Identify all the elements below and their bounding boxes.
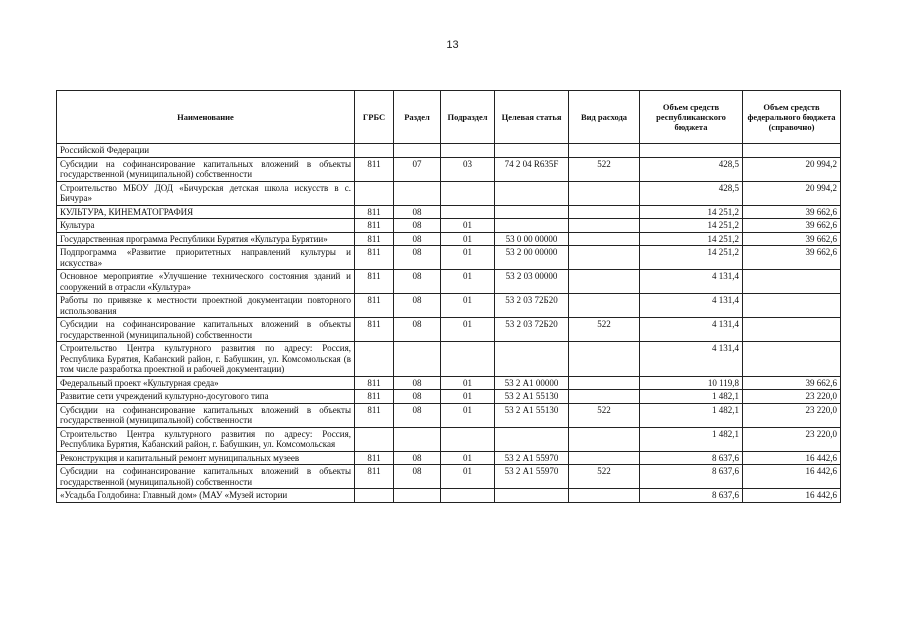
table-row <box>57 232 841 246</box>
header-expense-type: Вид расхода <box>569 91 640 144</box>
cell-name: Федеральный проект «Культурная среда» <box>57 376 355 390</box>
cell-grbs <box>355 489 394 503</box>
cell-name: Российской Федерации <box>57 144 355 158</box>
cell-expense-type <box>569 376 640 390</box>
cell-razdel <box>394 181 441 205</box>
table-row <box>57 427 841 451</box>
cell-grbs: 811 <box>355 157 394 181</box>
table-row <box>57 465 841 489</box>
table-header-row <box>57 91 841 144</box>
cell-grbs: 811 <box>355 451 394 465</box>
cell-expense-type <box>569 294 640 318</box>
cell-expense-type <box>569 219 640 233</box>
cell-federal-budget <box>743 144 841 158</box>
cell-target-article: 53 2 А1 55970 <box>495 465 569 489</box>
cell-podrazdel: 01 <box>441 270 495 294</box>
cell-target-article: 53 2 00 00000 <box>495 246 569 270</box>
cell-republic-budget: 4 131,4 <box>640 318 743 342</box>
cell-podrazdel: 01 <box>441 376 495 390</box>
cell-grbs <box>355 144 394 158</box>
header-podrazdel: Подраздел <box>441 91 495 144</box>
cell-federal-budget: 23 220,0 <box>743 427 841 451</box>
cell-grbs: 811 <box>355 246 394 270</box>
cell-federal-budget: 20 994,2 <box>743 157 841 181</box>
cell-grbs: 811 <box>355 390 394 404</box>
cell-republic-budget: 8 637,6 <box>640 465 743 489</box>
cell-podrazdel <box>441 181 495 205</box>
cell-podrazdel <box>441 144 495 158</box>
cell-podrazdel: 01 <box>441 318 495 342</box>
cell-podrazdel: 01 <box>441 403 495 427</box>
cell-razdel: 08 <box>394 232 441 246</box>
cell-target-article <box>495 489 569 503</box>
cell-grbs: 811 <box>355 465 394 489</box>
cell-expense-type <box>569 144 640 158</box>
cell-grbs: 811 <box>355 318 394 342</box>
cell-federal-budget: 39 662,6 <box>743 219 841 233</box>
cell-target-article <box>495 342 569 377</box>
cell-federal-budget <box>743 294 841 318</box>
cell-expense-type: 522 <box>569 465 640 489</box>
table-row <box>57 181 841 205</box>
cell-republic-budget: 8 637,6 <box>640 489 743 503</box>
cell-grbs <box>355 342 394 377</box>
cell-expense-type <box>569 451 640 465</box>
cell-razdel: 08 <box>394 376 441 390</box>
cell-federal-budget <box>743 270 841 294</box>
cell-razdel: 08 <box>394 318 441 342</box>
table-row <box>57 342 841 377</box>
cell-razdel <box>394 489 441 503</box>
cell-grbs <box>355 181 394 205</box>
cell-grbs: 811 <box>355 294 394 318</box>
header-target-article: Целевая статья <box>495 91 569 144</box>
cell-razdel: 08 <box>394 294 441 318</box>
cell-name: Субсидии на софинансирование капитальных вложений в объекты государственной (муниципальной) собственности <box>57 157 355 181</box>
table-row <box>57 318 841 342</box>
cell-name: Работы по привязке к местности проектной документации повторного использования <box>57 294 355 318</box>
cell-target-article <box>495 181 569 205</box>
cell-expense-type <box>569 270 640 294</box>
cell-federal-budget: 39 662,6 <box>743 376 841 390</box>
table-row <box>57 294 841 318</box>
cell-target-article <box>495 144 569 158</box>
cell-razdel <box>394 342 441 377</box>
header-name: Наименование <box>57 91 355 144</box>
cell-grbs: 811 <box>355 376 394 390</box>
cell-podrazdel: 01 <box>441 390 495 404</box>
cell-razdel: 08 <box>394 270 441 294</box>
table-row <box>57 376 841 390</box>
cell-grbs: 811 <box>355 205 394 219</box>
cell-razdel: 08 <box>394 403 441 427</box>
cell-target-article: 53 2 03 72Б20 <box>495 294 569 318</box>
cell-expense-type <box>569 489 640 503</box>
cell-podrazdel: 01 <box>441 465 495 489</box>
page-number: 13 <box>446 39 459 51</box>
cell-expense-type <box>569 390 640 404</box>
cell-target-article <box>495 427 569 451</box>
cell-name: Строительство Центра культурного развития по адресу: Россия, Республика Бурятия, Кабанский район, г. Бабушкин, ул. Комсомольская (в том числе разработка проектной и рабочей документации) <box>57 342 355 377</box>
cell-podrazdel: 01 <box>441 219 495 233</box>
cell-name: Развитие сети учреждений культурно-досугового типа <box>57 390 355 404</box>
header-republic-budget: Объем средств республиканского бюджета <box>640 91 743 144</box>
cell-name: Субсидии на софинансирование капитальных вложений в объекты государственной (муниципальной) собственности <box>57 318 355 342</box>
cell-republic-budget: 10 119,8 <box>640 376 743 390</box>
cell-expense-type: 522 <box>569 157 640 181</box>
cell-republic-budget: 4 131,4 <box>640 270 743 294</box>
cell-expense-type <box>569 246 640 270</box>
cell-name: Строительство Центра культурного развития по адресу: Россия, Республика Бурятия, Кабанский район, г. Бабушкин, ул. Комсомольская <box>57 427 355 451</box>
cell-podrazdel: 03 <box>441 157 495 181</box>
cell-name: «Усадьба Голдобина: Главный дом» (МАУ «Музей истории <box>57 489 355 503</box>
cell-federal-budget: 16 442,6 <box>743 451 841 465</box>
cell-target-article: 53 2 03 72Б20 <box>495 318 569 342</box>
cell-razdel: 07 <box>394 157 441 181</box>
cell-razdel: 08 <box>394 390 441 404</box>
cell-target-article: 53 0 00 00000 <box>495 232 569 246</box>
cell-federal-budget: 39 662,6 <box>743 205 841 219</box>
cell-republic-budget: 428,5 <box>640 181 743 205</box>
table-row <box>57 403 841 427</box>
cell-republic-budget: 14 251,2 <box>640 246 743 270</box>
cell-name: Государственная программа Республики Бурятия «Культура Бурятии» <box>57 232 355 246</box>
cell-razdel <box>394 427 441 451</box>
cell-target-article: 53 2 А1 00000 <box>495 376 569 390</box>
cell-expense-type <box>569 232 640 246</box>
cell-podrazdel: 01 <box>441 246 495 270</box>
cell-target-article: 53 2 А1 55970 <box>495 451 569 465</box>
cell-federal-budget: 16 442,6 <box>743 465 841 489</box>
cell-federal-budget: 23 220,0 <box>743 390 841 404</box>
cell-republic-budget: 14 251,2 <box>640 205 743 219</box>
cell-podrazdel: 01 <box>441 294 495 318</box>
cell-republic-budget: 428,5 <box>640 157 743 181</box>
cell-name: Культура <box>57 219 355 233</box>
cell-republic-budget <box>640 144 743 158</box>
cell-expense-type <box>569 427 640 451</box>
cell-expense-type <box>569 342 640 377</box>
table-row <box>57 144 841 158</box>
cell-republic-budget: 14 251,2 <box>640 219 743 233</box>
cell-target-article: 74 2 04 R635F <box>495 157 569 181</box>
table-row <box>57 390 841 404</box>
cell-name: Реконструкция и капитальный ремонт муниципальных музеев <box>57 451 355 465</box>
cell-federal-budget: 20 994,2 <box>743 181 841 205</box>
header-federal-budget: Объем средств федерального бюджета (справочно) <box>743 91 841 144</box>
cell-republic-budget: 1 482,1 <box>640 427 743 451</box>
cell-name: Строительство МБОУ ДОД «Бичурская детская школа искусств в с. Бичура» <box>57 181 355 205</box>
cell-federal-budget <box>743 342 841 377</box>
cell-name: Субсидии на софинансирование капитальных вложений в объекты государственной (муниципальной) собственности <box>57 465 355 489</box>
cell-federal-budget: 23 220,0 <box>743 403 841 427</box>
cell-federal-budget: 39 662,6 <box>743 232 841 246</box>
table-row <box>57 205 841 219</box>
cell-podrazdel <box>441 489 495 503</box>
table-row <box>57 270 841 294</box>
table-row <box>57 157 841 181</box>
header-grbs: ГРБС <box>355 91 394 144</box>
table-row <box>57 489 841 503</box>
cell-expense-type: 522 <box>569 403 640 427</box>
cell-razdel: 08 <box>394 451 441 465</box>
cell-grbs: 811 <box>355 403 394 427</box>
header-razdel: Раздел <box>394 91 441 144</box>
cell-name: Подпрограмма «Развитие приоритетных направлений культуры и искусства» <box>57 246 355 270</box>
cell-federal-budget: 39 662,6 <box>743 246 841 270</box>
cell-razdel: 08 <box>394 205 441 219</box>
budget-table <box>56 90 841 503</box>
cell-republic-budget: 14 251,2 <box>640 232 743 246</box>
cell-razdel: 08 <box>394 219 441 233</box>
cell-republic-budget: 4 131,4 <box>640 294 743 318</box>
cell-republic-budget: 4 131,4 <box>640 342 743 377</box>
cell-target-article: 53 2 А1 55130 <box>495 390 569 404</box>
cell-expense-type <box>569 181 640 205</box>
cell-grbs: 811 <box>355 232 394 246</box>
cell-grbs: 811 <box>355 219 394 233</box>
cell-razdel: 08 <box>394 465 441 489</box>
cell-target-article <box>495 219 569 233</box>
cell-podrazdel <box>441 427 495 451</box>
cell-federal-budget <box>743 318 841 342</box>
cell-target-article <box>495 205 569 219</box>
cell-republic-budget: 1 482,1 <box>640 390 743 404</box>
cell-grbs <box>355 427 394 451</box>
cell-podrazdel: 01 <box>441 232 495 246</box>
cell-federal-budget: 16 442,6 <box>743 489 841 503</box>
table-row <box>57 219 841 233</box>
cell-grbs: 811 <box>355 270 394 294</box>
cell-target-article: 53 2 А1 55130 <box>495 403 569 427</box>
cell-podrazdel <box>441 342 495 377</box>
cell-expense-type <box>569 205 640 219</box>
cell-podrazdel <box>441 205 495 219</box>
cell-name: Субсидии на софинансирование капитальных вложений в объекты государственной (муниципальной) собственности <box>57 403 355 427</box>
cell-republic-budget: 8 637,6 <box>640 451 743 465</box>
cell-razdel <box>394 144 441 158</box>
cell-razdel: 08 <box>394 246 441 270</box>
cell-name: КУЛЬТУРА, КИНЕМАТОГРАФИЯ <box>57 205 355 219</box>
cell-republic-budget: 1 482,1 <box>640 403 743 427</box>
cell-podrazdel: 01 <box>441 451 495 465</box>
table-row <box>57 451 841 465</box>
table-row <box>57 246 841 270</box>
cell-expense-type: 522 <box>569 318 640 342</box>
cell-name: Основное мероприятие «Улучшение технического состояния зданий и сооружений в отрасли «Культура» <box>57 270 355 294</box>
cell-target-article: 53 2 03 00000 <box>495 270 569 294</box>
